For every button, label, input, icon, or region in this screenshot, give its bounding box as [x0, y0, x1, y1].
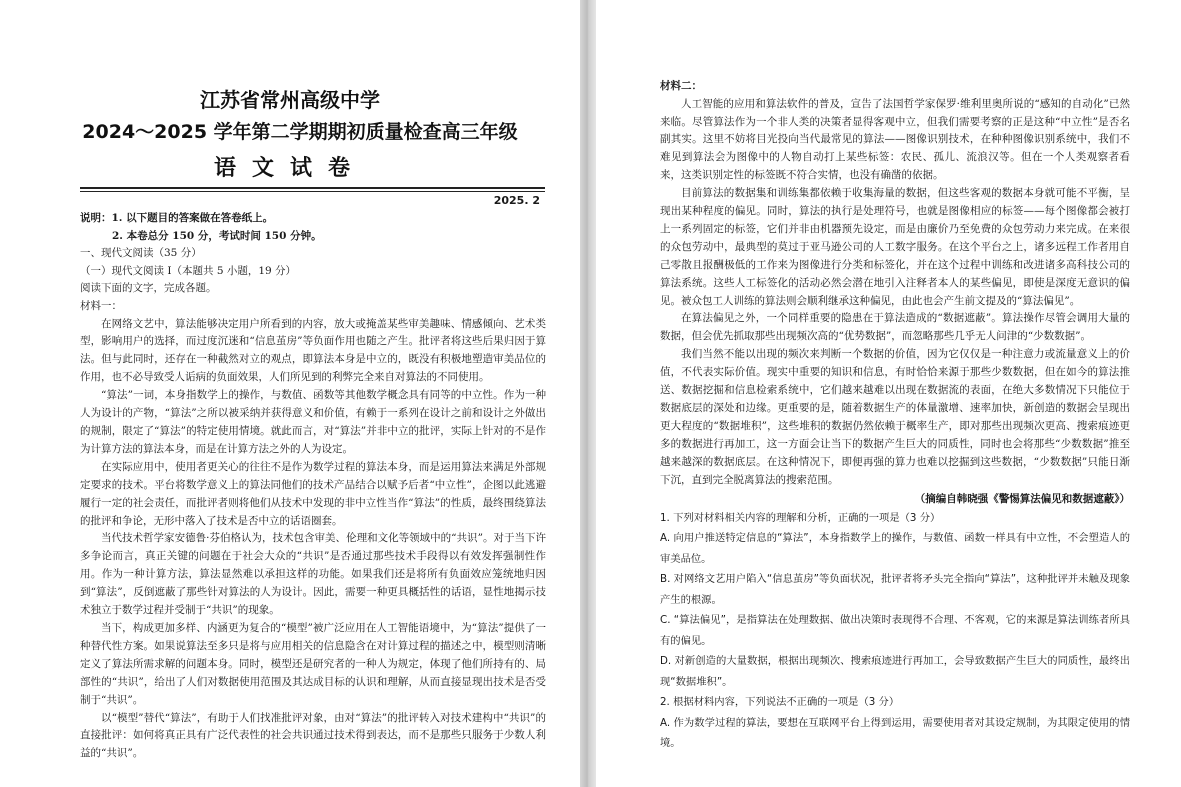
exam-page-left	[0, 0, 580, 787]
material1-paragraph: 在实际应用中，使用者更关心的往往不是作为数学过程的算法本身，而是运用算法来满足外部规定要求的技术。平台将数学意义上的算法同他们的技术产品结合以赋予后者“中立性”，企图以此逃避履行一定的社会责任，而批评者则将他们从技术中发现的非中立性当作“算法”的性质，最终围绕算法的批评和争论，无形中落入了技术是否中立的话语圈套。	[80, 460, 546, 527]
exam-title: 2024～2025 学年第二学期期初质量检查高三年级	[82, 121, 518, 143]
material1-paragraph: 当代技术哲学家安德鲁·芬伯格认为，技术包含审美、伦理和文化等领域中的“共识”。对于当下许多争论而言，真正关键的问题在于社会大众的“共识”是否通过那些技术手段得以有效发挥强制性作用。作为一种计算方法，算法显然难以承担这样的功能。如果我们还是将所有负面效应笼统地归因到“算法”，反倒遮蔽了那些针对算法的人为设计。因此，需要一种更具概括性的话语，显性地揭示技术独立于数学过程并受制于“共识”的现象。	[80, 532, 546, 617]
school-name: 江苏省常州高级中学	[200, 88, 380, 112]
material-source: （摘编自韩晓强《警惕算法偏见和数据遮蔽》）	[914, 492, 1130, 505]
question-1-option-a: A. 向用户推送特定信息的“算法”，本身指数学上的操作，与数值、函数一样具有中立性，不会塑造人的审美品位。	[660, 532, 1130, 565]
header-rule-thin	[80, 191, 545, 192]
exam-date: 2025. 2	[493, 194, 540, 207]
question-1-option-c: C. “算法偏见”，是指算法在处理数据、做出决策时表现得不合理、不客观，它的来源是算法训练者所具有的偏见。	[660, 614, 1130, 647]
question-2-stem: 2. 根据材料内容，下列说法不正确的一项是（3 分）	[660, 696, 900, 709]
exam-page-right	[596, 0, 1181, 787]
instruction-line-2: 2. 本卷总分 150 分，考试时间 150 分钟。	[112, 229, 322, 242]
material1-label: 材料一：	[80, 299, 122, 312]
material1-paragraph: 当下，构成更加多样、内涵更为复合的“模型”被广泛应用在人工智能语境中，为“算法”提供了一种替代性方案。如果说算法至多只是将与应用相关的信息隐含在对计算过程的描述之中，模型则清晰定义了算法所需求解的问题本身。同时，模型还是研究者的一种人为规定，体现了他们所持有的、局部性的“共识”，给出了人们对数据使用范围及其达成目标的认识和理解，从而直接显现出技术是否受制于“共识”。	[80, 621, 546, 706]
material1-paragraph: “算法”一词，本身指数学上的操作，与数值、函数等其他数学概念具有同等的中立性。作为一种人为设计的产物，“算法”之所以被采纳并获得意义和价值，有赖于一系列在设计之前和设计之外做出的规制，限定了“算法”的特定使用情境。就此而言，对“算法”并非中立的批评，实际上针对的不是作为计算方法的算法本身，而是在计算方法之外的人为设定。	[80, 389, 546, 455]
subject-title: 语文试卷	[213, 156, 366, 181]
instruction-line-1: 说明：1. 以下题目的答案做在答卷纸上。	[80, 212, 274, 224]
material2-paragraph: 目前算法的数据集和训练集都依赖于收集海量的数据，但这些客观的数据本身就可能不平衡，呈现出某种程度的偏见。同时，算法的执行是处理符号，也就是图像相应的标签——每个图像都会被打上一系列固定的标签，它们并非由机器预先设定，而是由廉价乃至免费的众包劳动力来完成。在来很的众包劳动中，最典型的莫过于亚马逊公司的人工数字服务。在这个平台之上，诸多远程工作者用自己零散且报酬极低的工作来为图像进行分类和标签化，并在这个过程中训练和改进诸多高科技公司的算法系统。这些人工标签化的活动必然会潜在地引入注释者本人的某些偏见，即使是深度无意识的偏见。被众包工人训练的算法则会顺利继承这种偏见，由此也会产生前文提及的“算法偏见”。	[660, 187, 1130, 307]
question-1-stem: 1. 下列对材料相关内容的理解和分析，正确的一项是（3 分）	[660, 511, 941, 524]
subsection-heading: （一）现代文阅读 I（本题共 5 小题，19 分）	[80, 264, 297, 277]
question-1-option-d: D. 对新创造的大量数据，根据出现频次、搜索痕迹进行再加工，会导致数据产生巨大的同质性，最终出现“数据堆积”。	[660, 655, 1130, 688]
question-1-option-b: B. 对网络文艺用户陷入“信息茧房”等负面状况，批评者将矛头完全指向“算法”，这种批评并未触及现象产生的根源。	[660, 573, 1130, 606]
header-rule-thick	[80, 187, 545, 189]
material1-paragraph: 在网络文艺中，算法能够决定用户所看到的内容，放大或掩盖某些审美趣味、情感倾向、艺术类型，影响用户的选择，而过度沉迷和“信息茧房”等负面作用也随之产生。批评者将这些后果归因于算法。但与此同时，还存在一种截然对立的观点，即算法本身是中立的，既没有积极地塑造审美品位的作用，也不必导致受人诟病的负面效果，人们所见到的利弊完全来自对算法的不同使用。	[80, 317, 546, 384]
reading-directions: 阅读下面的文字，完成各题。	[80, 282, 217, 295]
right-column-text	[660, 78, 1130, 754]
material2-label: 材料二：	[660, 80, 702, 92]
section-heading: 一、现代文阅读（35 分）	[80, 247, 202, 260]
material2-paragraph: 人工智能的应用和算法软件的普及，宣告了法国哲学家保罗·维利里奥所说的“感知的自动化”已然来临。尽管算法作为一个非人类的决策者显得客观中立，但我们需要考察的正是这种“中立性”是否名副其实。这里不妨将目光投向当代最常见的算法——图像识别技术，在种种图像识别系统中，我们不难见到算法会为图像中的人物自动打上某些标签：农民、孤儿、流浪汉等。但在一个人类观察者看来，这类识别定性的标签既不符合实情，也没有确凿的依据。	[660, 97, 1130, 182]
material2-paragraph: 我们当然不能以出现的频次来判断一个数据的价值，因为它仅仅是一种注意力或流量意义上的价值，不代表实际价值。现实中重要的知识和信息，有时恰恰来源于那些少数数据，但在如今的算法推送、数据挖掘和信息检索系统中，它们越来越难以出现在数据流的表面，在绝大多数情况下只能位于数据底层的深处和边缘。更重要的是，随着数据生产的体量激增、速率加快，新创造的数据会呈现出更大程度的“数据堆积”，这些堆积的数据仍然依赖于概率生产，即对那些出现频次更高、搜索痕迹更多的数据进行再加工，这一方面会让当下的数据产生巨大的同质性，同时也会将那些“少数数据”推至越来越深的数据底层。在这种情况下，即便再强的算力也难以挖掘到这些数据，“少数数据”只能日渐下沉，直到完全脱离算法的搜索范围。	[660, 348, 1130, 486]
material1-paragraph: 以“模型”替代“算法”，有助于人们找准批评对象，由对“算法”的批评转入对技术建构中“共识”的直接批评：如何将真正具有广泛代表性的社会共识通过技术得到表达，而不是那些只服务于少数人利益的“共识”。	[80, 711, 546, 760]
left-column-text	[80, 210, 546, 763]
question-2-option-a: A. 作为数学过程的算法，要想在互联网平台上得到运用，需要使用者对其设定规制，为其限定使用的情境。	[660, 716, 1130, 750]
material2-paragraph: 在算法偏见之外，一个同样重要的隐患在于算法造成的“数据遮蔽”。算法操作尽管会调用大量的数据，但会优先抓取那些出现频次高的“优势数据”，而忽略那些几乎无人问津的“少数数据”。	[660, 312, 1130, 343]
page-gutter	[580, 0, 596, 787]
